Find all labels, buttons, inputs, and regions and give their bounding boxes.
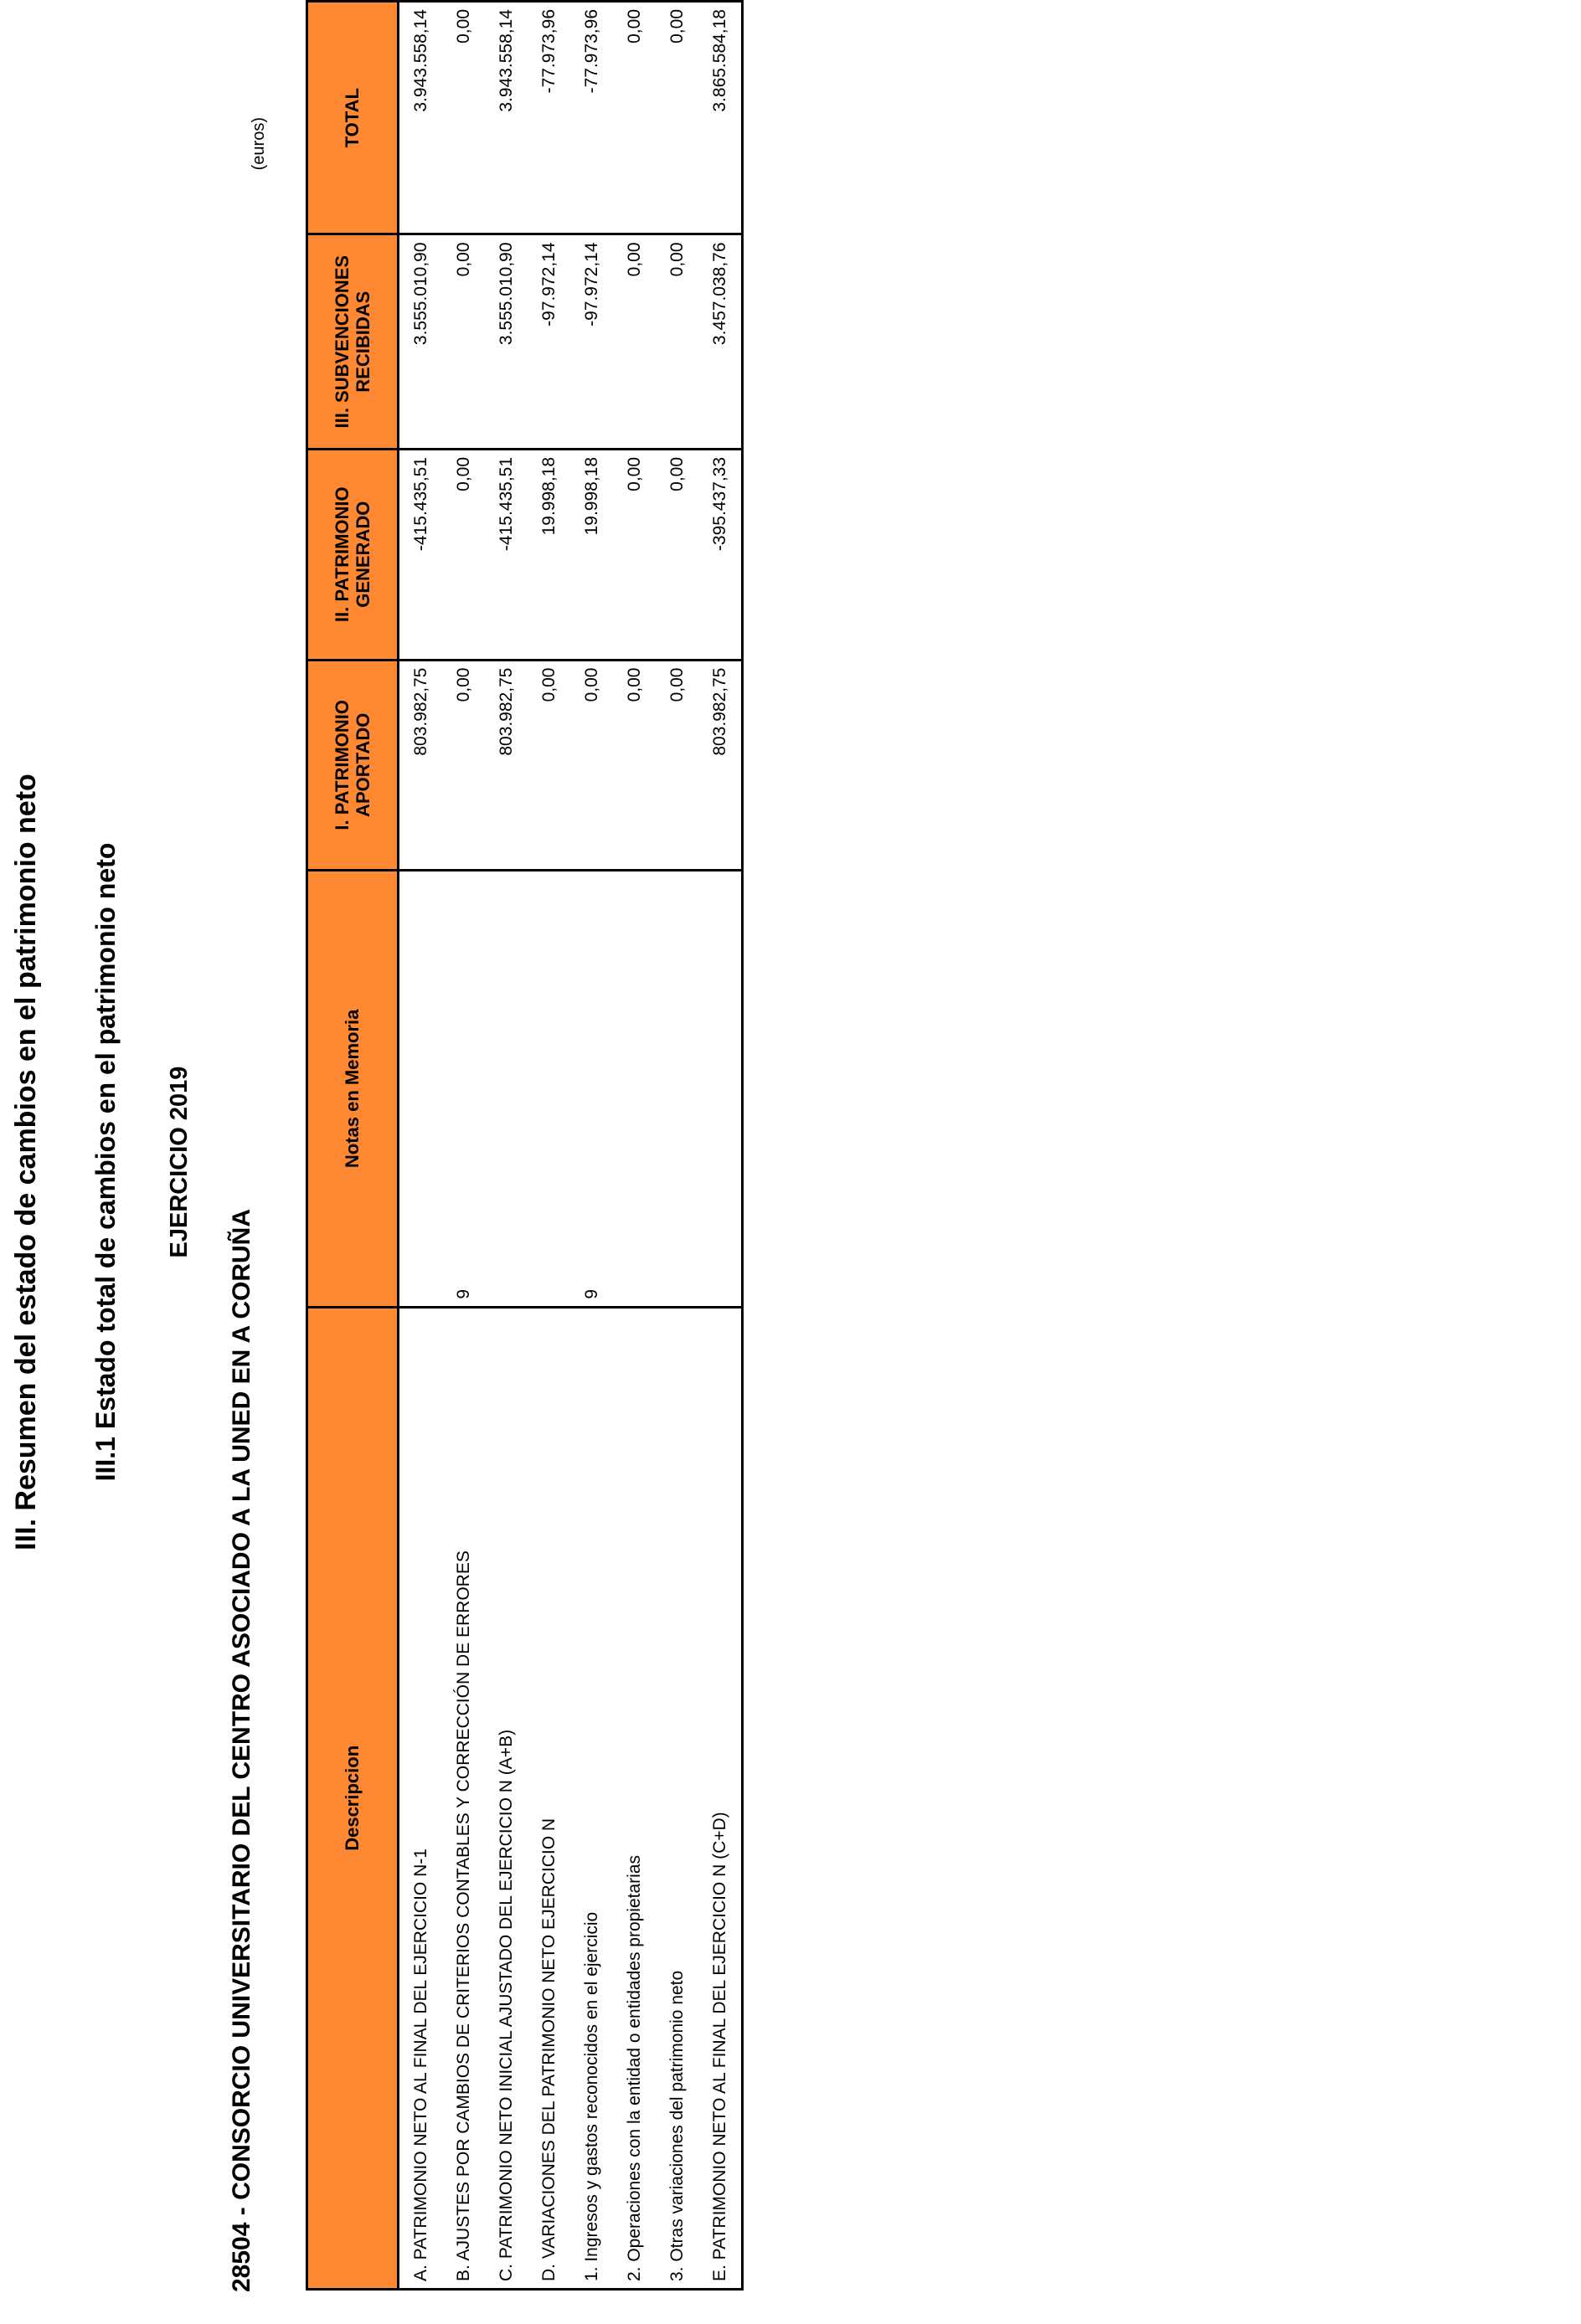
row-aportado: 803.982,75 [698, 660, 743, 871]
row-total: -77.973,96 [570, 2, 613, 234]
units-label: (euros) [250, 117, 268, 171]
table-header-row [307, 2, 399, 2290]
row-note [613, 871, 656, 1308]
sub-title: III.1 Estado total de cambios en el patrimonio neto [90, 842, 121, 1482]
table-row [613, 2, 656, 2290]
header-notes: Notas en Memoria [307, 871, 399, 1308]
row-subvenciones: -97.972,14 [570, 234, 613, 449]
row-aportado: 0,00 [656, 660, 698, 871]
row-total: 3.943.558,14 [485, 2, 528, 234]
row-note [698, 871, 743, 1308]
main-title: III. Resumen del estado de cambios en el patrimonio neto [10, 774, 42, 1550]
entity-name: 28504 - CONSORCIO UNIVERSITARIO DEL CENTRO ASOCIADO A LA UNED EN A CORUÑA [228, 1208, 255, 2292]
row-description: 1. Ingresos y gastos reconocidos en el ejercicio [570, 1307, 613, 2289]
header-patrimonio-aportado: I. PATRIMONIO APORTADO [307, 660, 399, 871]
header-patrimonio-generado: II. PATRIMONIO GENERADO [307, 449, 399, 660]
row-description: E. PATRIMONIO NETO AL FINAL DEL EJERCICIO N (C+D) [698, 1307, 743, 2289]
row-subvenciones: 3.457.038,76 [698, 234, 743, 449]
row-total: 3.943.558,14 [399, 2, 443, 234]
table-row [656, 2, 698, 2290]
row-description: C. PATRIMONIO NETO INICIAL AJUSTADO DEL EJERCICIO N (A+B) [485, 1307, 528, 2289]
equity-changes-table-wrapper [306, 0, 744, 2291]
table-row [528, 2, 570, 2290]
row-generado: -395.437,33 [698, 449, 743, 660]
row-description: D. VARIACIONES DEL PATRIMONIO NETO EJERCICIO N [528, 1307, 570, 2289]
row-total: 0,00 [613, 2, 656, 234]
row-generado: 0,00 [656, 449, 698, 660]
row-subvenciones: 0,00 [442, 234, 485, 449]
table-row [399, 2, 443, 2290]
row-description: A. PATRIMONIO NETO AL FINAL DEL EJERCICIO N-1 [399, 1307, 443, 2289]
header-subvenciones-recibidas: III. SUBVENCIONES RECIBIDAS [307, 234, 399, 449]
row-subvenciones: 3.555.010,90 [399, 234, 443, 449]
row-subvenciones: 3.555.010,90 [485, 234, 528, 449]
table-row [570, 2, 613, 2290]
row-aportado: 0,00 [613, 660, 656, 871]
row-aportado: 0,00 [442, 660, 485, 871]
row-aportado: 803.982,75 [485, 660, 528, 871]
row-note: 9 [442, 871, 485, 1308]
row-description: B. AJUSTES POR CAMBIOS DE CRITERIOS CONTABLES Y CORRECCIÓN DE ERRORES [442, 1307, 485, 2289]
exercise-year: EJERCICIO 2019 [166, 1066, 193, 1258]
row-generado: 0,00 [613, 449, 656, 660]
row-aportado: 803.982,75 [399, 660, 443, 871]
row-aportado: 0,00 [570, 660, 613, 871]
row-total: 0,00 [656, 2, 698, 234]
row-subvenciones: 0,00 [656, 234, 698, 449]
row-description: 3. Otras variaciones del patrimonio neto [656, 1307, 698, 2289]
row-generado: 19.998,18 [528, 449, 570, 660]
row-total: 3.865.584,18 [698, 2, 743, 234]
row-note: 9 [570, 871, 613, 1308]
row-note [528, 871, 570, 1308]
row-note [399, 871, 443, 1308]
row-note [485, 871, 528, 1308]
row-generado: -415.435,51 [399, 449, 443, 660]
row-aportado: 0,00 [528, 660, 570, 871]
row-subvenciones: 0,00 [613, 234, 656, 449]
table-row [698, 2, 743, 2290]
row-total: -77.973,96 [528, 2, 570, 234]
row-note [656, 871, 698, 1308]
row-generado: 19.998,18 [570, 449, 613, 660]
row-total: 0,00 [442, 2, 485, 234]
table-row [442, 2, 485, 2290]
row-generado: 0,00 [442, 449, 485, 660]
row-subvenciones: -97.972,14 [528, 234, 570, 449]
row-generado: -415.435,51 [485, 449, 528, 660]
header-total: TOTAL [307, 2, 399, 234]
header-description: Descripcion [307, 1307, 399, 2289]
row-description: 2. Operaciones con la entidad o entidades propietarias [613, 1307, 656, 2289]
table-row [485, 2, 528, 2290]
equity-changes-table [306, 0, 744, 2291]
